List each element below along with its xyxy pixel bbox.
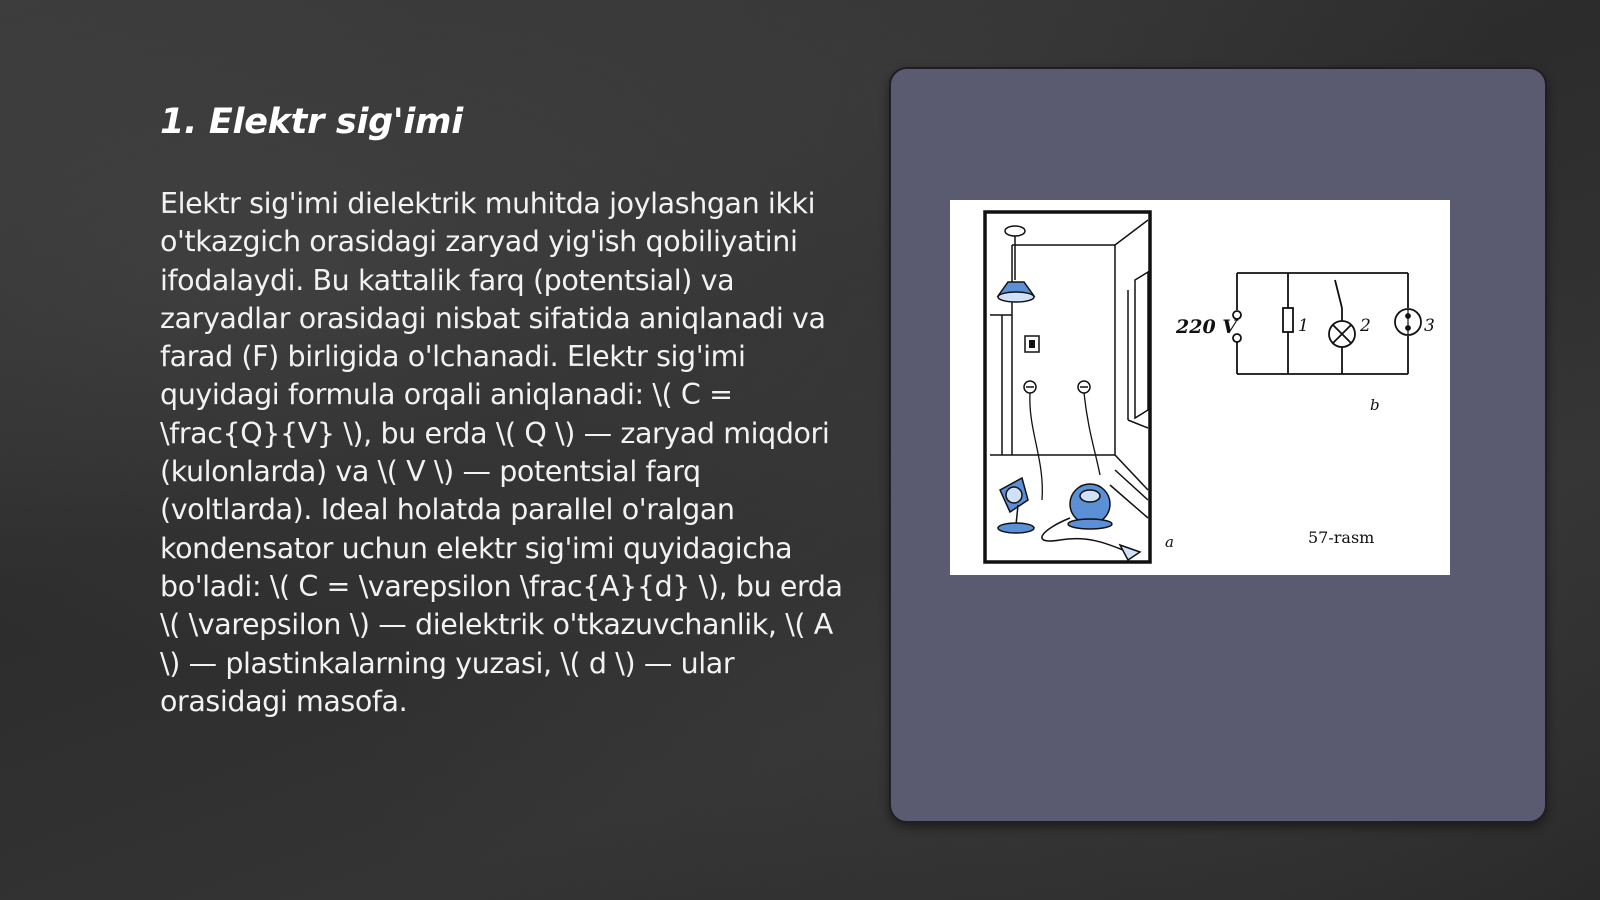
voltage-label: 220 V <box>1176 316 1238 338</box>
part-a-label: a <box>1165 533 1174 551</box>
component-1-label: 1 <box>1298 316 1309 336</box>
socket-icon <box>1024 381 1090 393</box>
figure-image <box>950 200 1450 575</box>
component-2-label: 2 <box>1360 316 1371 336</box>
switch-icon <box>1025 336 1039 352</box>
slide-title: 1. Elektr sig'imi <box>160 102 463 142</box>
circuit-diagram <box>1237 273 1421 374</box>
part-b-label: b <box>1370 396 1380 414</box>
body-paragraph: Elektr sig'imi dielektrik muhitda joylashgan ikki o'tkazgich orasidagi zaryad yig'ish qobiliyatini ifodalaydi. Bu kattalik farq (potentsial) va zaryadlar orasidagi nisbat sifatida aniqlanadi va farad (F) birligida o'lchanadi. Elektr sig'imi quyidagi formula orqali aniqlanadi: \( C = \frac{Q}{V} \), bu erda \( Q \) — zaryad miqdori (kulonlarda) va \( V \) — potentsial farq (voltlarda). Ideal holatda parallel o'ralgan kondensator uchun elektr sig'imi quyidagicha bo'ladi: \( C = \varepsilon \frac{A}{d} \), bu erda \( \varepsilon \) — dielektrik o'tkazuvchanlik, \( A \) — plastinkalarning yuzasi, \( d \) — ular orasidagi masofa. <box>160 187 843 718</box>
component-3-label: 3 <box>1424 316 1435 336</box>
figure-caption: 57-rasm <box>1308 528 1375 547</box>
ceiling-lamp-icon <box>998 226 1034 302</box>
fan-icon <box>998 478 1034 533</box>
vacuum-cleaner-icon <box>1042 484 1140 560</box>
